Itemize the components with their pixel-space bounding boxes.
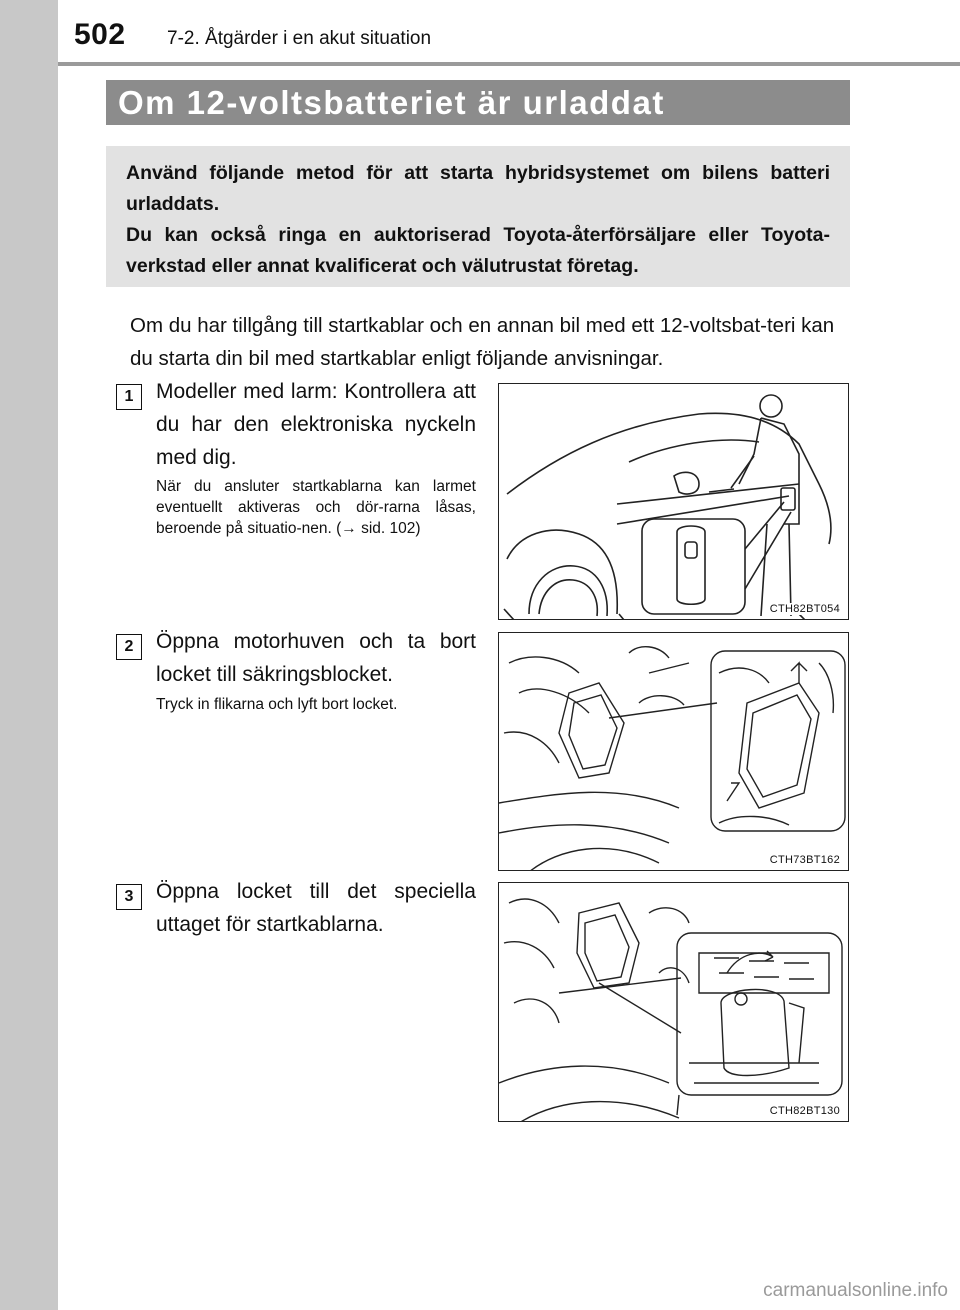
step-2-note-text: Tryck in flikarna och lyft bort locket. (156, 696, 398, 713)
lead-paragraph (130, 309, 855, 375)
figure-jump-start-terminal (498, 882, 849, 1122)
step-2-note (156, 694, 476, 715)
step-3-badge: 3 (116, 884, 142, 910)
arrow-right-icon: → (341, 520, 357, 537)
car-and-key-illustration (499, 384, 849, 620)
lead-text: Om du har tillgång till startkablar och en annan bil med ett 12-voltsbat-teri kan du starta din bil med startkablar enligt följande anvisningar. (130, 314, 835, 370)
step-2-badge: 2 (116, 634, 142, 660)
figure-fuse-box (498, 632, 849, 871)
figure-electronic-key (498, 383, 849, 620)
step-2-title-text: Öppna motorhuven och ta bort locket till säkringsblocket. (156, 630, 476, 686)
page-number: 502 (74, 18, 126, 51)
page-reference-link[interactable]: sid. 102) (356, 520, 421, 537)
figure-2-code: CTH73BT162 (769, 854, 840, 866)
step-1-title (156, 375, 476, 474)
step-1-title-text: Modeller med larm: Kontrollera att du har den elektroniska nyckeln med dig. (156, 380, 476, 469)
jump-terminal-illustration (499, 883, 849, 1122)
step-2-title (156, 625, 476, 691)
fuse-box-illustration (499, 633, 849, 871)
step-3-title-text: Öppna locket till det speciella uttaget för startkablarna. (156, 880, 476, 936)
step-1-badge: 1 (116, 384, 142, 410)
step-1-note-text: När du ansluter startkablarna kan larmet eventuellt aktiveras och dör-rarna låsas, beroende på situatio-nen. ( (156, 478, 476, 537)
step-1-note (156, 476, 476, 539)
intro-box (106, 146, 850, 287)
section-title: Om 12-voltsbatteriet är urladdat (106, 80, 850, 125)
figure-3-code: CTH82BT130 (769, 1105, 840, 1117)
watermark: carmanualsonline.info (763, 1280, 948, 1301)
step-3-title (156, 875, 476, 941)
intro-line-2: Du kan också ringa en auktoriserad Toyota-återförsäljare eller Toyota-verkstad eller annat kvalificerat och välutrustat företag. (126, 224, 830, 277)
figure-1-code: CTH82BT054 (769, 603, 840, 615)
header-rule (58, 62, 960, 66)
intro-line-1: Använd följande metod för att starta hybridsystemet om bilens batteri urladdats. (126, 162, 830, 215)
chapter-side-tab (0, 0, 58, 1310)
chapter-title: 7-2. Åtgärder i en akut situation (167, 28, 432, 49)
